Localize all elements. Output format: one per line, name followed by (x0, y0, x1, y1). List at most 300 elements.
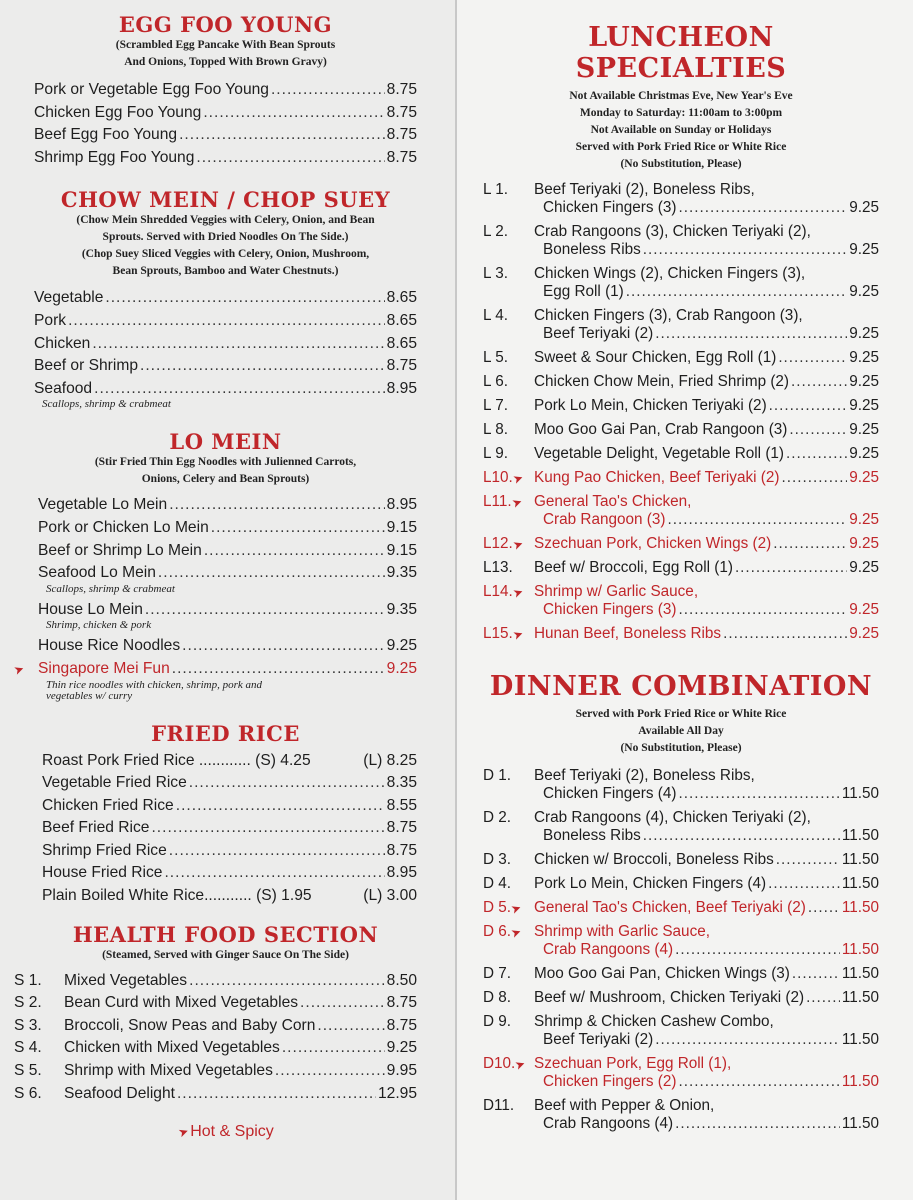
leader-dots (68, 310, 385, 333)
combo-line (483, 923, 879, 941)
menu-item (34, 102, 417, 125)
menu-item (42, 885, 417, 908)
combo-item (483, 809, 879, 845)
item-name: Roast Pork Fried Rice ............ (S) 4.25 (42, 751, 311, 769)
leader-dots (643, 827, 840, 845)
leader-dots (678, 785, 839, 803)
item-price: 8.75 (386, 126, 417, 144)
item-name: Shrimp with Mixed Vegetables (64, 1062, 273, 1080)
item-name: Vegetable Fried Rice (42, 774, 187, 792)
menu-item (14, 1060, 417, 1083)
leader-dots (105, 287, 384, 310)
leader-dots (781, 469, 847, 487)
combo-line (483, 1115, 879, 1133)
item-price: 9.25 (849, 325, 879, 342)
combo-item (483, 1013, 879, 1049)
section-title: LUNCHEON SPECIALTIES (575, 22, 787, 84)
leader-dots (768, 875, 840, 893)
combo-line (483, 445, 879, 463)
leader-dots (792, 965, 840, 983)
item-name: Chicken Fingers (4) (543, 785, 677, 802)
desc-line: Not Available Christmas Eve, New Year's Eve (569, 90, 793, 102)
desc-line: Bean Sprouts, Bamboo and Water Chestnuts.) (112, 265, 339, 278)
combo-item (483, 851, 879, 869)
menu-item (38, 517, 417, 540)
item-name: Seafood Delight (64, 1084, 175, 1102)
item-code: S 4. (14, 1039, 42, 1057)
item-code: L 6. (483, 373, 508, 390)
item-code: D 8. (483, 989, 512, 1006)
leader-dots (643, 241, 847, 259)
combo-line (483, 535, 879, 553)
item-name: Szechuan Pork, Chicken Wings (2) (534, 535, 772, 552)
combo-line (483, 421, 879, 439)
combo-line (483, 941, 879, 959)
combo-line (483, 559, 879, 577)
item-price: 9.25 (849, 397, 879, 414)
combo-line (483, 397, 879, 415)
item-name: Chicken Chow Mein, Fried Shrimp (2) (534, 373, 790, 390)
item-price: 9.25 (386, 1039, 417, 1057)
item-name: Chicken Egg Foo Young (34, 103, 202, 121)
leader-dots (204, 540, 385, 563)
leader-dots (189, 970, 385, 993)
item-name: Beef Fried Rice (42, 819, 150, 837)
item-name: Chicken Fingers (3) (543, 199, 677, 216)
item-name: General Tao's Chicken, Beef Teriyaki (2) (534, 899, 806, 916)
item-name: Seafood Lo Mein (38, 564, 156, 582)
leader-dots (655, 1031, 840, 1049)
combo-line (483, 349, 879, 367)
item-code: D 7. (483, 965, 512, 982)
combo-line (483, 851, 879, 869)
item-name: Mixed Vegetables (64, 971, 188, 989)
item-code: S 5. (14, 1062, 42, 1080)
combo-line (483, 265, 879, 283)
item-code: L 7. (483, 397, 508, 414)
item-name: Beef Teriyaki (2) (543, 1031, 654, 1048)
item-name: House Rice Noodles (38, 637, 181, 655)
section-title: CHOW MEIN / CHOP SUEY (60, 187, 391, 213)
leader-dots (667, 511, 847, 529)
pepper-icon: ➤ (11, 661, 27, 678)
leader-dots (655, 325, 847, 343)
pepper-icon: ➤ (509, 924, 524, 941)
leader-dots (675, 941, 840, 959)
leader-dots (675, 1115, 840, 1133)
item-price: 9.25 (849, 199, 879, 216)
item-code: D 2. (483, 809, 512, 826)
section-title: LO MEIN (169, 429, 282, 455)
item-code (483, 493, 534, 511)
item-price: 8.75 (386, 819, 417, 837)
item-code: L 3. (483, 265, 508, 282)
leader-dots (773, 535, 847, 553)
dinner-list (483, 767, 879, 1133)
section-description (483, 88, 879, 173)
item-price: 8.65 (386, 289, 417, 307)
combo-line (483, 241, 879, 259)
item-code: S 1. (14, 971, 42, 989)
leader-dots (92, 333, 384, 356)
item-name: Shrimp with Garlic Sauce, (534, 923, 710, 940)
item-code: L 2. (483, 223, 508, 240)
item-name: Chicken Wings (2), Chicken Fingers (3), (534, 265, 806, 282)
item-name: Plain Boiled White Rice........... (S) 1.95 (42, 887, 312, 905)
item-name: Shrimp Egg Foo Young (34, 148, 195, 166)
item-note: Scallops, shrimp & crabmeat (42, 398, 171, 411)
item-price: 9.25 (849, 469, 879, 486)
item-price: 9.15 (386, 518, 417, 536)
section-dinner (483, 671, 879, 1133)
item-name: Vegetable (34, 289, 104, 307)
menu-item (34, 310, 417, 333)
combo-line (483, 373, 879, 391)
item-name: Beef Egg Foo Young (34, 126, 178, 144)
item-code (483, 535, 534, 553)
combo-item-hot (483, 583, 879, 619)
leader-dots (806, 989, 840, 1007)
menu-item (38, 635, 417, 658)
desc-line: (Chop Suey Sliced Veggies with Celery, Onion, Mushroom, (81, 248, 370, 261)
item-name: Broccoli, Snow Peas and Baby Corn (64, 1016, 316, 1034)
item-name: Pork (34, 311, 67, 329)
combo-line (483, 1073, 879, 1091)
section-description (34, 454, 417, 488)
pepper-icon: ➤ (513, 1056, 528, 1073)
menu-item (38, 540, 417, 563)
desc-line: (Scrambled Egg Pancake With Bean Sprouts (115, 39, 336, 51)
item-price: 8.75 (386, 994, 417, 1012)
item-name: Beef w/ Broccoli, Egg Roll (1) (534, 559, 733, 576)
item-price: 8.55 (386, 796, 417, 814)
menu-item (34, 355, 417, 378)
item-price: 9.25 (849, 559, 879, 576)
leader-dots (169, 494, 384, 517)
leader-dots (151, 817, 384, 840)
item-code (483, 583, 534, 601)
item-note: Scallops, shrimp & crabmeat (46, 582, 175, 595)
item-code (483, 469, 534, 487)
combo-line (483, 1097, 879, 1115)
combo-line (483, 583, 879, 601)
leader-dots (211, 517, 385, 540)
item-price: 11.50 (841, 899, 879, 916)
item-price: 8.75 (386, 1016, 417, 1034)
leader-dots (786, 445, 847, 463)
item-note: vegetables w/ curry (46, 689, 133, 702)
combo-line (483, 1055, 879, 1073)
leader-dots (776, 851, 840, 869)
item-price: 11.50 (841, 785, 879, 802)
pepper-icon: ➤ (510, 584, 526, 601)
item-name: Szechuan Pork, Egg Roll (1), (534, 1055, 732, 1072)
item-name: Crab Rangoons (3), Chicken Teriyaki (2), (534, 223, 811, 240)
item-price: 8.65 (386, 311, 417, 329)
item-price: 8.95 (386, 379, 417, 397)
leader-dots (179, 124, 385, 147)
leader-dots (169, 840, 385, 863)
desc-line: And Onions, Topped With Brown Gravy) (124, 56, 327, 68)
item-price: 9.95 (386, 1062, 417, 1080)
item-code: L 5. (483, 349, 508, 366)
leader-dots (735, 559, 847, 577)
item-price: 11.50 (841, 875, 879, 892)
item-name: Chicken Fingers (3) (543, 601, 677, 618)
leader-dots (176, 795, 385, 818)
item-code (483, 923, 534, 941)
item-name: Sweet & Sour Chicken, Egg Roll (1) (534, 349, 777, 366)
item-name: Chicken Fried Rice (42, 796, 174, 814)
code-text: L10. (483, 469, 513, 486)
combo-item (483, 875, 879, 893)
combo-line (483, 899, 879, 917)
combo-line (483, 601, 879, 619)
item-price: 9.25 (849, 625, 879, 642)
item-name: Beef w/ Mushroom, Chicken Teriyaki (2) (534, 989, 805, 1006)
desc-line: (No Substitution, Please) (620, 158, 742, 170)
combo-item-hot (483, 469, 879, 487)
code-text: D 6. (483, 923, 512, 940)
pepper-icon: ➤ (509, 494, 524, 511)
legend-label: Hot & Spicy (190, 1123, 274, 1141)
item-price: 9.25 (849, 283, 879, 300)
item-name: Beef Teriyaki (2), Boneless Ribs, (534, 181, 755, 198)
item-name: Chicken with Mixed Vegetables (64, 1039, 280, 1057)
item-name: Hunan Beef, Boneless Ribs (534, 625, 722, 642)
item-price: 11.50 (841, 989, 879, 1006)
item-price: (L) 8.25 (363, 751, 417, 769)
menu-item (42, 795, 417, 818)
combo-line (483, 493, 879, 511)
item-name: Boneless Ribs (543, 241, 641, 258)
leader-dots (789, 421, 847, 439)
menu-item (42, 750, 417, 773)
combo-line (483, 989, 879, 1007)
combo-item (483, 181, 879, 217)
combo-line (483, 625, 879, 643)
item-name: Shrimp w/ Garlic Sauce, (534, 583, 699, 600)
combo-item-hot (483, 535, 879, 553)
item-name: Beef Teriyaki (2) (543, 325, 654, 342)
menu-item (34, 333, 417, 356)
section-title: EGG FOO YOUNG (118, 12, 333, 37)
item-price: 9.25 (849, 601, 879, 618)
item-price: 9.25 (849, 241, 879, 258)
combo-item (483, 349, 879, 367)
item-code: D 9. (483, 1013, 512, 1030)
item-price: 11.50 (841, 851, 879, 868)
combo-line (483, 1013, 879, 1031)
menu-item (34, 287, 417, 310)
section-title: DINNER COMBINATION (489, 671, 873, 702)
code-text: L15. (483, 625, 513, 642)
leader-dots (317, 1015, 384, 1038)
item-name: Beef or Shrimp (34, 357, 139, 375)
desc-line: Sprouts. Served with Dried Noodles On The Side.) (102, 231, 349, 244)
leader-dots (808, 899, 840, 917)
code-text: L14. (483, 583, 513, 600)
item-price: 9.35 (386, 564, 417, 582)
item-price: 11.50 (841, 1073, 879, 1090)
desc-line: Served with Pork Fried Rice or White Rice (575, 708, 787, 720)
leader-dots (626, 283, 847, 301)
item-code: L 9. (483, 445, 508, 462)
combo-item-hot (483, 493, 879, 529)
combo-line (483, 511, 879, 529)
item-name: Boneless Ribs (543, 827, 641, 844)
item-price: (L) 3.00 (363, 887, 417, 905)
item-price: 12.95 (377, 1084, 417, 1102)
leader-dots (182, 635, 384, 658)
menu-item-hot (11, 658, 417, 681)
code-text: D 5. (483, 899, 512, 916)
desc-line: (No Substitution, Please) (620, 742, 742, 754)
item-name: Chicken Fingers (2) (543, 1073, 677, 1090)
combo-item (483, 559, 879, 577)
item-name: Chicken Fingers (3), Crab Rangoon (3), (534, 307, 803, 324)
item-name: Crab Rangoons (4), Chicken Teriyaki (2), (534, 809, 811, 826)
combo-item (483, 223, 879, 259)
item-note: Thin rice noodles with chicken, shrimp, pork and (46, 678, 263, 691)
item-price: 11.50 (841, 1115, 879, 1132)
item-name: House Fried Rice (42, 864, 163, 882)
pepper-icon: ➤ (510, 470, 526, 487)
menu-item (42, 772, 417, 795)
desc-line: Available All Day (638, 725, 724, 737)
combo-item (483, 265, 879, 301)
item-code: D 3. (483, 851, 512, 868)
menu-item (14, 992, 417, 1015)
item-price: 8.95 (386, 496, 417, 514)
menu-item (14, 1083, 417, 1106)
item-price: 9.25 (386, 659, 417, 677)
item-name: Shrimp Fried Rice (42, 841, 167, 859)
leader-dots (271, 79, 385, 102)
desc-line: (Chow Mein Shredded Veggies with Celery, Onion, and Bean (76, 214, 375, 227)
item-price: 11.50 (841, 827, 879, 844)
item-name: Pork Lo Mein, Chicken Fingers (4) (534, 875, 767, 892)
pepper-icon: ➤ (510, 626, 526, 643)
menu-item (14, 1015, 417, 1038)
item-name: Bean Curd with Mixed Vegetables (64, 994, 299, 1012)
item-price: 9.25 (849, 445, 879, 462)
desc-line: Served with Pork Fried Rice or White Rice (575, 141, 787, 153)
menu-item (34, 79, 417, 102)
item-price: 8.35 (386, 774, 417, 792)
item-price: 8.95 (386, 864, 417, 882)
section-luncheon (483, 22, 879, 643)
section-health-food (14, 921, 417, 1106)
item-name: Beef Teriyaki (2), Boneless Ribs, (534, 767, 755, 784)
item-price: 8.75 (386, 103, 417, 121)
leader-dots (723, 625, 847, 643)
item-name: Egg Roll (1) (543, 283, 624, 300)
leader-dots (300, 992, 385, 1015)
item-name: Moo Goo Gai Pan, Chicken Wings (3) (534, 965, 790, 982)
item-name: Seafood (34, 379, 93, 397)
item-price: 11.50 (841, 941, 879, 958)
item-name: Crab Rangoons (4) (543, 1115, 674, 1132)
item-name: Vegetable Lo Mein (38, 496, 168, 514)
item-price: 9.25 (849, 511, 879, 528)
menu-item (34, 124, 417, 147)
section-description (34, 212, 417, 280)
item-price: 9.25 (849, 535, 879, 552)
item-code (483, 1055, 534, 1073)
item-name: Shrimp & Chicken Cashew Combo, (534, 1013, 774, 1030)
item-name: Pork or Vegetable Egg Foo Young (34, 81, 269, 98)
leader-dots (203, 102, 384, 125)
hot-spicy-legend (34, 1123, 417, 1141)
leader-dots (275, 1060, 385, 1083)
leader-dots (196, 147, 384, 170)
desc-line: Onions, Celery and Bean Sprouts) (141, 473, 310, 486)
leader-dots (778, 349, 847, 367)
item-name: Crab Rangoon (3) (543, 511, 666, 528)
leader-dots (177, 1083, 376, 1106)
section-description (34, 37, 417, 71)
leader-dots (769, 397, 848, 415)
menu-item (38, 562, 417, 585)
item-code: L 1. (483, 181, 508, 198)
item-code: S 6. (14, 1084, 42, 1102)
combo-item-hot (483, 923, 879, 959)
item-name: House Lo Mein (38, 600, 143, 618)
luncheon-list (483, 181, 879, 643)
combo-line (483, 767, 879, 785)
leader-dots (164, 862, 384, 885)
item-price: 8.75 (386, 81, 417, 98)
item-code: S 3. (14, 1016, 42, 1034)
menu-item (14, 1037, 417, 1060)
menu-item (14, 970, 417, 993)
item-price: 9.25 (849, 421, 879, 438)
combo-line (483, 965, 879, 983)
section-lo-mein (11, 429, 417, 702)
menu-item (42, 862, 417, 885)
right-page (455, 0, 913, 1200)
desc-line: Not Available on Sunday or Holidays (590, 124, 772, 136)
menu-item (42, 840, 417, 863)
code-text: L11. (483, 493, 512, 510)
item-price: 11.50 (841, 1031, 879, 1048)
combo-item (483, 397, 879, 415)
section-description (483, 706, 879, 757)
combo-item-hot (483, 899, 879, 917)
menu-item (34, 378, 417, 401)
combo-item (483, 1097, 879, 1133)
combo-line (483, 875, 879, 893)
section-title: HEALTH FOOD SECTION (72, 921, 379, 947)
section-fried-rice (34, 721, 417, 908)
leader-dots (282, 1037, 385, 1060)
item-name: Pork or Chicken Lo Mein (38, 518, 209, 536)
section-egg-foo-young (34, 12, 417, 169)
combo-item (483, 965, 879, 983)
item-price: 8.75 (386, 841, 417, 859)
item-name: Singapore Mei Fun (38, 659, 170, 677)
menu-item (38, 494, 417, 517)
item-code (483, 625, 534, 643)
item-price: 9.25 (849, 349, 879, 366)
combo-line (483, 283, 879, 301)
leader-dots (678, 601, 847, 619)
item-name: Chicken (34, 334, 91, 352)
item-code: D11. (483, 1097, 515, 1114)
menu-item (42, 817, 417, 840)
item-name: Moo Goo Gai Pan, Crab Rangoon (3) (534, 421, 788, 438)
